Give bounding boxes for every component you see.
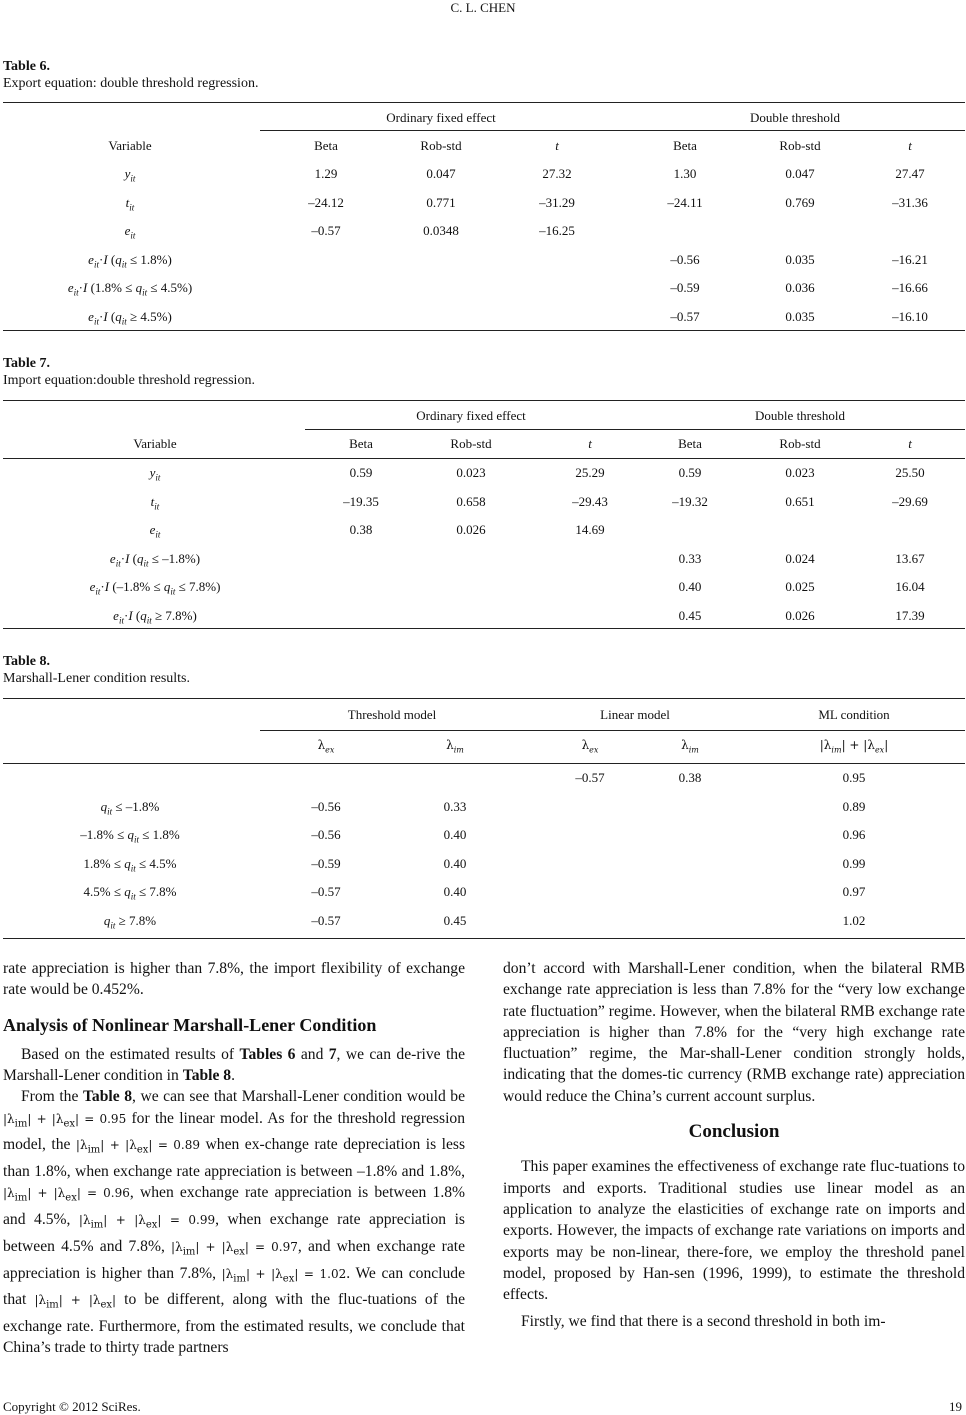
table8-group-linear: Linear model — [600, 707, 670, 722]
table7-caption — [3, 355, 255, 389]
table-cell: –0.57 — [670, 308, 700, 324]
subheader-lambda-cell: $\lambda_{ex}$ — [317, 738, 335, 755]
table6-top-rule — [3, 102, 965, 103]
table-cell: 1.29 — [314, 166, 338, 181]
right-paragraph-3: Firstly, we find that there is a second threshold in both im- — [521, 1313, 886, 1331]
ml-formula: $|\lambda_{im}| + |\lambda_{ex}| = 0.99$ — [78, 1213, 216, 1231]
table-cell: –19.35 — [343, 493, 379, 509]
table-cell: –31.36 — [892, 194, 928, 210]
table-cell: 0.99 — [842, 855, 866, 871]
table7-title: Import equation:double threshold regression. — [3, 373, 255, 388]
table8-title: Marshall-Lener condition results. — [3, 671, 191, 686]
table-cell: –29.43 — [572, 493, 608, 509]
table-cell: 0.023 — [785, 465, 815, 480]
table-cell: 0.45 — [443, 912, 467, 928]
table7-group-ofe: Ordinary fixed effect — [416, 408, 526, 423]
table-cell: 0.40 — [443, 884, 467, 899]
table-cell: 0.33 — [443, 798, 467, 814]
table8-label: Table 8. — [3, 654, 50, 669]
row-regime-label: $1.8\% \le q_{it} \le 4.5\%$ — [83, 855, 177, 874]
table6-title: Export equation: double threshold regression. — [3, 76, 259, 91]
section-heading-conclusion: Conclusion — [688, 1121, 780, 1143]
table-cell: –29.69 — [892, 493, 928, 509]
row-regime-label: $q_{it} \ge 7.8\%$ — [103, 912, 157, 931]
table-cell: 0.024 — [785, 550, 815, 566]
table-cell: 0.771 — [426, 194, 456, 210]
header-cell: Rob-std — [450, 436, 492, 451]
table6-group-ofe: Ordinary fixed effect — [386, 110, 496, 125]
header-cell: Beta — [349, 436, 373, 451]
table-cell: 0.047 — [785, 166, 815, 181]
table7-header-rule — [3, 458, 965, 459]
table-cell: –0.59 — [670, 280, 700, 295]
table-cell: 0.035 — [785, 308, 815, 324]
table-cell: 25.50 — [895, 465, 925, 480]
table-cell: 0.38 — [678, 770, 702, 785]
row-variable-label: $e_{it}\cdot I$ $(q_{it} \ge 7.8\%)$ — [113, 607, 197, 626]
table-cell: 0.026 — [785, 607, 815, 623]
table-cell: 27.32 — [542, 166, 572, 181]
table-cell: –0.57 — [311, 884, 341, 899]
table7-label: Table 7. — [3, 356, 50, 371]
table-cell: 0.0348 — [423, 223, 459, 238]
header-cell: Rob-std — [779, 436, 821, 451]
table-cell: 1.30 — [673, 166, 697, 181]
running-header: C. L. CHEN — [450, 0, 516, 15]
table-cell: –0.57 — [311, 912, 341, 928]
header-cell: Variable — [133, 436, 177, 451]
table-cell: –19.32 — [672, 493, 708, 509]
subheader-lambda-cell: $\lambda_{im}$ — [446, 738, 464, 755]
table6-bottom-rule — [3, 330, 965, 331]
table7-group-dt: Double threshold — [755, 408, 845, 423]
table-cell: 0.95 — [842, 770, 866, 785]
table7-bottom-rule — [3, 628, 965, 629]
subheader-lambda-cell: $|\lambda_{im}| + |\lambda_{ex}|$ — [819, 738, 889, 755]
table-cell: –0.56 — [311, 798, 341, 814]
table-cell: –16.10 — [892, 308, 928, 324]
table-cell: 0.33 — [678, 550, 702, 566]
row-variable-label: $e_{it}\cdot I$ $(q_{it} \ge 4.5\%)$ — [88, 308, 172, 327]
table7-top-rule — [3, 400, 965, 401]
table-cell: 0.89 — [842, 798, 866, 814]
left-paragraph-1: rate appreciation is higher than 7.8%, the import flexibility of exchange rate would be 0.452%. — [3, 960, 465, 999]
table-cell: 0.45 — [678, 607, 702, 623]
table7-group-rule — [305, 429, 965, 430]
table-cell: 0.40 — [443, 827, 467, 842]
table-cell: –24.11 — [667, 194, 703, 210]
table-cell: –16.66 — [892, 280, 928, 295]
ml-formula: $|\lambda_{im}| + |\lambda_{ex}| = 0.96$ — [3, 1186, 130, 1204]
body-left-column — [3, 958, 465, 1358]
table-cell: 0.036 — [785, 280, 815, 295]
row-variable-label: $y_{it}$ — [149, 465, 161, 483]
table8-caption — [3, 653, 190, 687]
table8-group-threshold: Threshold model — [347, 707, 437, 722]
row-regime-label: $4.5\% \le q_{it} \le 7.8\%$ — [83, 884, 177, 902]
right-paragraph-2: This paper examines the effectiveness of exchange rate fluc-tuations to imports and exports. Traditional studies use linear model as an application to analyze the elasticities of exchange rate on imports and exports. However, the impacts of exchange rate variations on imports and exports may be non-linear, there-fore, we employ the threshold panel model, proposed by Han-sen (1996, 1999), to estimate the threshold effects. — [503, 1158, 965, 1304]
left-paragraph-3: From the Table 8, we can see that Marshall-Lener condition would be $|\lambda_{im}| + |\lambda_{ex}| = 0.95$ for the linear model. As for the threshold regression model, the $|\lambda_{im}| + |\lambda_{ex}| = 0.89$ when ex-change rate depreciation is less than 1.8%, when exchange rate appreciation is between –1.8% and 1.8%, $|\lambda_{im}| + |\lambda_{ex}| = 0.96$, when exchange rate appreciation is between 1.8% and 4.5%, $|\lambda_{im}| + |\lambda_{ex}| = 0.99$, when exchange rate appreciation is between 4.5% and 7.8%, $|\lambda_{im}| + |\lambda_{ex}| = 0.97$, and when exchange rate appreciation is higher than 7.8%, $|\lambda_{im}| + |\lambda_{ex}| = 1.02$. We can conclude that $|\lambda_{im}| + |\lambda_{ex}|$ to be different, along with the fluc-tuations of the exchange rate. Furthermore, from the estimated results, we conclude that China’s trade to thirty trade partners — [3, 1088, 466, 1357]
right-paragraph-1: don’t accord with Marshall-Lener condition, when the bilateral RMB exchange rate appreciation is less than 7.8% for the “very low exchange rate fluctuation” regime. However, when the bilateral RMB exchange rate appreciation is higher than 7.8% for the “very high exchange rate fluctuation” regime, the Mar-shall-Lener condition strongly holds, indicating that the domes-tic currency (RMB exchange rate) appreciation would reduce the China’s current account surplus. — [503, 960, 965, 1105]
table-cell: –31.29 — [539, 194, 575, 210]
header-cell: t — [908, 138, 912, 153]
table6-label: Table 6. — [3, 59, 50, 74]
ml-formula: $|\lambda_{im}| + |\lambda_{ex}| = 0.95$ — [3, 1111, 127, 1130]
table-cell: –0.56 — [670, 251, 700, 267]
table-cell: 16.04 — [895, 579, 925, 594]
table-cell: 0.047 — [426, 166, 456, 181]
table-cell: 0.59 — [678, 465, 702, 480]
table-cell: –0.57 — [311, 223, 341, 238]
subheader-lambda-cell: $\lambda_{im}$ — [681, 738, 699, 755]
row-variable-label: $e_{it}$ — [124, 223, 136, 241]
body-right-column — [503, 958, 965, 1333]
table8-group-rule — [260, 730, 965, 731]
ml-formula: $|\lambda_{im}| + |\lambda_{ex}|$ — [34, 1293, 117, 1311]
table-cell: –24.12 — [308, 194, 344, 210]
ml-formula: $|\lambda_{im}| + |\lambda_{ex}| = 1.02$ — [221, 1266, 347, 1284]
table-cell: 0.40 — [678, 579, 702, 594]
table-cell: 0.035 — [785, 251, 815, 267]
table6-caption — [3, 58, 258, 92]
table-cell: 0.025 — [785, 579, 815, 594]
table-cell: 13.67 — [895, 550, 925, 566]
row-variable-label: $e_{it}$ — [149, 522, 161, 540]
row-variable-label: $e_{it}\cdot I$ $(1.8\% \le q_{it} \le 4.5\%)$ — [67, 280, 193, 298]
table-cell: –16.25 — [539, 223, 575, 238]
row-variable-label: $e_{it}\cdot I$ $(q_{it} \le 1.8\%)$ — [88, 251, 172, 270]
table-cell: 14.69 — [575, 522, 605, 537]
table-cell: 27.47 — [895, 166, 925, 181]
left-paragraph-2: Based on the estimated results of Tables 6 and 7, we can de-rive the Marshall-Lener condition in Table 8. — [3, 1045, 465, 1085]
table8-header-rule — [3, 763, 965, 764]
table-cell: –16.21 — [892, 251, 928, 267]
row-variable-label: $e_{it}\cdot I$ $(q_{it} \le -1.8\%)$ — [109, 550, 201, 569]
footer-copyright: Copyright © 2012 SciRes. — [3, 1399, 141, 1414]
table6-group-dt: Double threshold — [750, 110, 840, 125]
section-heading-nonlinear-ml: Analysis of Nonlinear Marshall-Lener Condition — [3, 1014, 377, 1035]
header-cell: Beta — [673, 138, 697, 153]
row-variable-label: $y_{it}$ — [124, 166, 136, 184]
table6-group-rule — [260, 130, 965, 131]
table-cell: –0.57 — [575, 770, 605, 785]
table-cell: 0.59 — [349, 465, 373, 480]
table-cell: 0.026 — [456, 522, 486, 537]
header-cell: Beta — [314, 138, 338, 153]
row-regime-label: $q_{it} \le -1.8\%$ — [100, 798, 160, 817]
table-cell: 25.29 — [575, 465, 605, 480]
table-cell: 0.769 — [785, 194, 815, 210]
table-cell: 0.97 — [842, 884, 866, 899]
row-regime-label: $-1.8\% \le q_{it} \le 1.8\%$ — [80, 827, 180, 845]
table-cell: 0.38 — [349, 522, 373, 537]
table-cell: 0.96 — [842, 827, 866, 842]
table-cell: 17.39 — [895, 607, 925, 623]
table-cell: 1.02 — [842, 912, 866, 928]
row-variable-label: $t_{it}$ — [150, 493, 160, 512]
table8-top-rule — [3, 698, 965, 699]
table-cell: 0.023 — [456, 465, 486, 480]
table8-group-ml: ML condition — [818, 707, 890, 722]
table-cell: –0.59 — [311, 855, 341, 871]
header-cell: Beta — [678, 436, 702, 451]
header-cell: t — [588, 436, 592, 451]
table8-bottom-rule — [3, 938, 965, 939]
table-cell: 0.651 — [785, 493, 815, 509]
table-cell: 0.40 — [443, 855, 467, 871]
header-cell: t — [908, 436, 912, 451]
header-cell: Rob-std — [779, 138, 821, 153]
row-variable-label: $e_{it}\cdot I$ $(-1.8\% \le q_{it} \le 7.8\%)$ — [89, 579, 221, 597]
ml-formula: $|\lambda_{im}| + |\lambda_{ex}| = 0.89$ — [75, 1138, 201, 1156]
subheader-lambda-cell: $\lambda_{ex}$ — [581, 738, 599, 755]
header-cell: Rob-std — [420, 138, 462, 153]
ml-formula: $|\lambda_{im}| + |\lambda_{ex}| = 0.97$ — [171, 1239, 298, 1258]
header-cell: Variable — [108, 138, 152, 153]
table-cell: 0.658 — [456, 493, 486, 509]
table-cell: –0.56 — [311, 827, 341, 842]
row-variable-label: $t_{it}$ — [125, 194, 135, 213]
footer-page-number: 19 — [949, 1399, 962, 1414]
header-cell: t — [555, 138, 559, 153]
